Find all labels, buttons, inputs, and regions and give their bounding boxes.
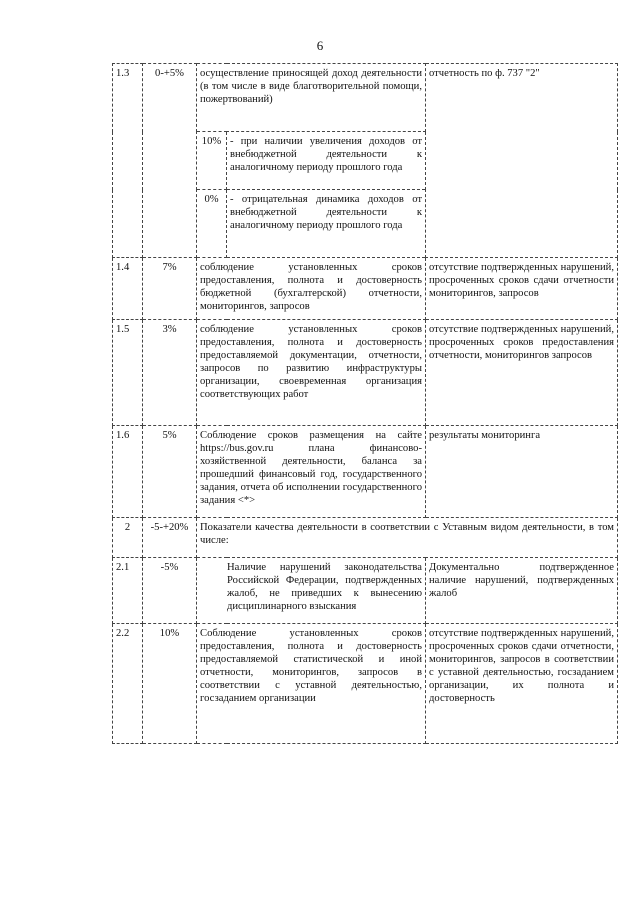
row-criterion: Соблюдение установленных сроков предоставления, полнота и достоверность предоставляемой статистической и иной отчетности, мониторингов, запросов в соответствии с уставной деятельностью, госзаданием организации [197,624,426,744]
row-number: 1.3 [113,64,143,258]
criteria-table [112,63,618,744]
row-percent: 10% [143,624,197,744]
table-row [113,426,618,518]
row-criterion: Наличие нарушений законодательства Российской Федерации, подтвержденных жалоб, не приведших к вынесению дисциплинарного взыскания [197,558,426,624]
row-criterion: соблюдение установленных сроков предоставления, полнота и достоверность бюджетной (бухгалтерской) отчетности, мониторингов, запросов [197,258,426,320]
row-percent: -5-+20% [143,518,197,558]
subrow-percent: 0% [197,190,227,258]
row-percent: 7% [143,258,197,320]
page-number: 6 [316,38,324,53]
row-source: Документально подтвержденное наличие нарушений, подтвержденных жалоб [426,558,618,624]
row-percent: -5% [143,558,197,624]
row-number: 1.5 [113,320,143,426]
row-number: 2 [113,518,143,558]
subrow-text: - при наличии увеличения доходов от внебюджетной деятельности к аналогичному периоду прошлого года [227,132,426,190]
row-source: отсутствие подтвержденных нарушений, просроченных сроков предоставления отчетности, мониторингов запросов [426,320,618,426]
row-source: отсутствие подтвержденных нарушений, просроченных сроков сдачи отчетности мониторингов, запросов [426,258,618,320]
table-row [113,624,618,744]
table-row [113,518,618,558]
row-criterion: осуществление приносящей доход деятельности (в том числе в виде благотворительной помощи, пожертвований) [197,64,426,132]
row-number: 2.2 [113,624,143,744]
table-row [113,258,618,320]
table-row [113,558,618,624]
row-criterion: Соблюдение сроков размещения на сайте https://bus.gov.ru плана финансово-хозяйственной деятельности, баланса за прошедший финансовый год, государственного задания, отчета об исполнении государственного задания <*> [197,426,426,518]
row-number: 1.6 [113,426,143,518]
row-source: отсутствие подтвержденных нарушений, просроченных сроков сдачи отчетности, мониторингов, запросов в соответствии с уставной деятельностью, госзаданием организации, их полнота и достоверность [426,624,618,744]
row-source: результаты мониторинга [426,426,618,518]
row-percent: 3% [143,320,197,426]
row-percent: 0-+5% [143,64,197,258]
table-row [113,320,618,426]
row-source: отчетность по ф. 737 "2" [426,64,618,258]
subrow-percent: 10% [197,132,227,190]
subrow-text: - отрицательная динамика доходов от внебюджетной деятельности к аналогичному периоду прошлого года [227,190,426,258]
row-criterion: Показатели качества деятельности в соответствии с Уставным видом деятельности, в том числе: [197,518,618,558]
row-criterion: соблюдение установленных сроков предоставления, полнота и достоверность предоставляемой документации, отчетности, запросов по развитию инфраструктуры организации, своевременная организация соответствующих работ [197,320,426,426]
table-row [113,64,618,132]
row-number: 2.1 [113,558,143,624]
row-percent: 5% [143,426,197,518]
row-number: 1.4 [113,258,143,320]
